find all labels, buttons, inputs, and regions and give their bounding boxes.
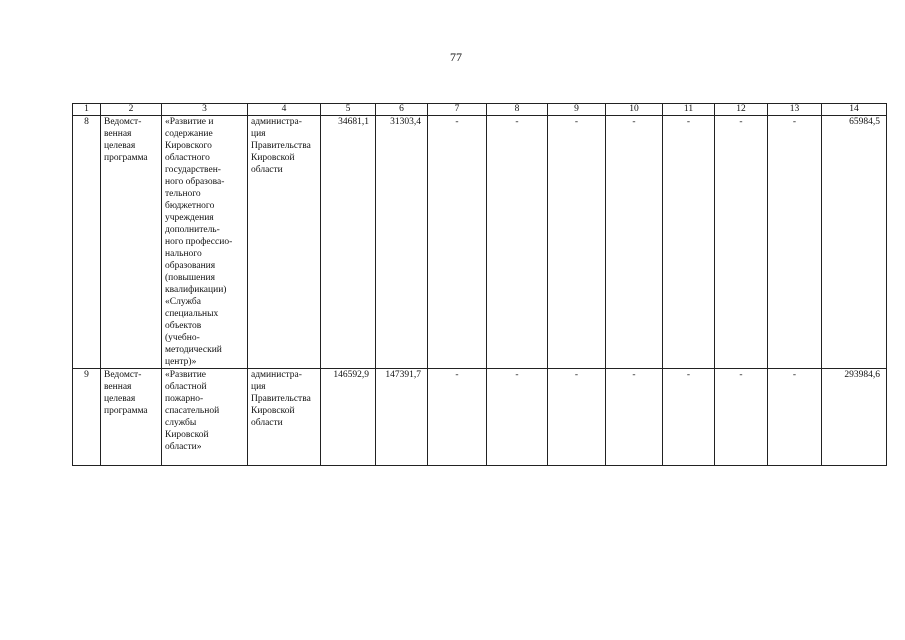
value-cell: -	[663, 116, 715, 369]
column-header: 8	[487, 104, 548, 116]
value-cell: 146592,9	[321, 369, 376, 466]
value-cell: -	[715, 369, 768, 466]
column-header: 3	[162, 104, 248, 116]
value-cell: -	[548, 116, 606, 369]
column-header: 4	[248, 104, 321, 116]
program-type: Ведомст- венная целевая программа	[101, 369, 162, 466]
value-cell: -	[663, 369, 715, 466]
column-header: 7	[428, 104, 487, 116]
column-header: 9	[548, 104, 606, 116]
value-cell: -	[487, 369, 548, 466]
column-header: 2	[101, 104, 162, 116]
row-number: 9	[73, 369, 101, 466]
program-executor: администра- ция Правительства Кировской области	[248, 116, 321, 369]
program-name: «Развитие и содержание Кировского областного государствен- ного образова- тельного бюджетного учреждения дополнитель- ного профессио- нального образования (повышения квалификации) «Служба специальных объектов (учебно- методический центр)»	[162, 116, 248, 369]
row-number: 8	[73, 116, 101, 369]
page-number: 77	[450, 50, 462, 64]
value-cell: -	[715, 116, 768, 369]
column-header: 11	[663, 104, 715, 116]
column-header: 10	[606, 104, 663, 116]
value-cell: -	[487, 116, 548, 369]
header-row	[73, 104, 887, 116]
value-cell: 31303,4	[376, 116, 428, 369]
table-row	[73, 116, 887, 369]
column-header: 5	[321, 104, 376, 116]
value-cell: 147391,7	[376, 369, 428, 466]
value-cell: -	[768, 116, 822, 369]
value-cell: -	[768, 369, 822, 466]
program-type: Ведомст- венная целевая программа	[101, 116, 162, 369]
budget-table	[72, 103, 887, 466]
column-header: 1	[73, 104, 101, 116]
table-row	[73, 369, 887, 466]
total-cell: 293984,6	[822, 369, 887, 466]
value-cell: -	[428, 369, 487, 466]
value-cell: -	[548, 369, 606, 466]
program-name: «Развитие областной пожарно- спасательной службы Кировской области»	[162, 369, 248, 466]
value-cell: -	[428, 116, 487, 369]
total-cell: 65984,5	[822, 116, 887, 369]
value-cell: -	[606, 116, 663, 369]
column-header: 6	[376, 104, 428, 116]
column-header: 12	[715, 104, 768, 116]
value-cell: -	[606, 369, 663, 466]
value-cell: 34681,1	[321, 116, 376, 369]
program-executor: администра- ция Правительства Кировской области	[248, 369, 321, 466]
column-header: 14	[822, 104, 887, 116]
column-header: 13	[768, 104, 822, 116]
